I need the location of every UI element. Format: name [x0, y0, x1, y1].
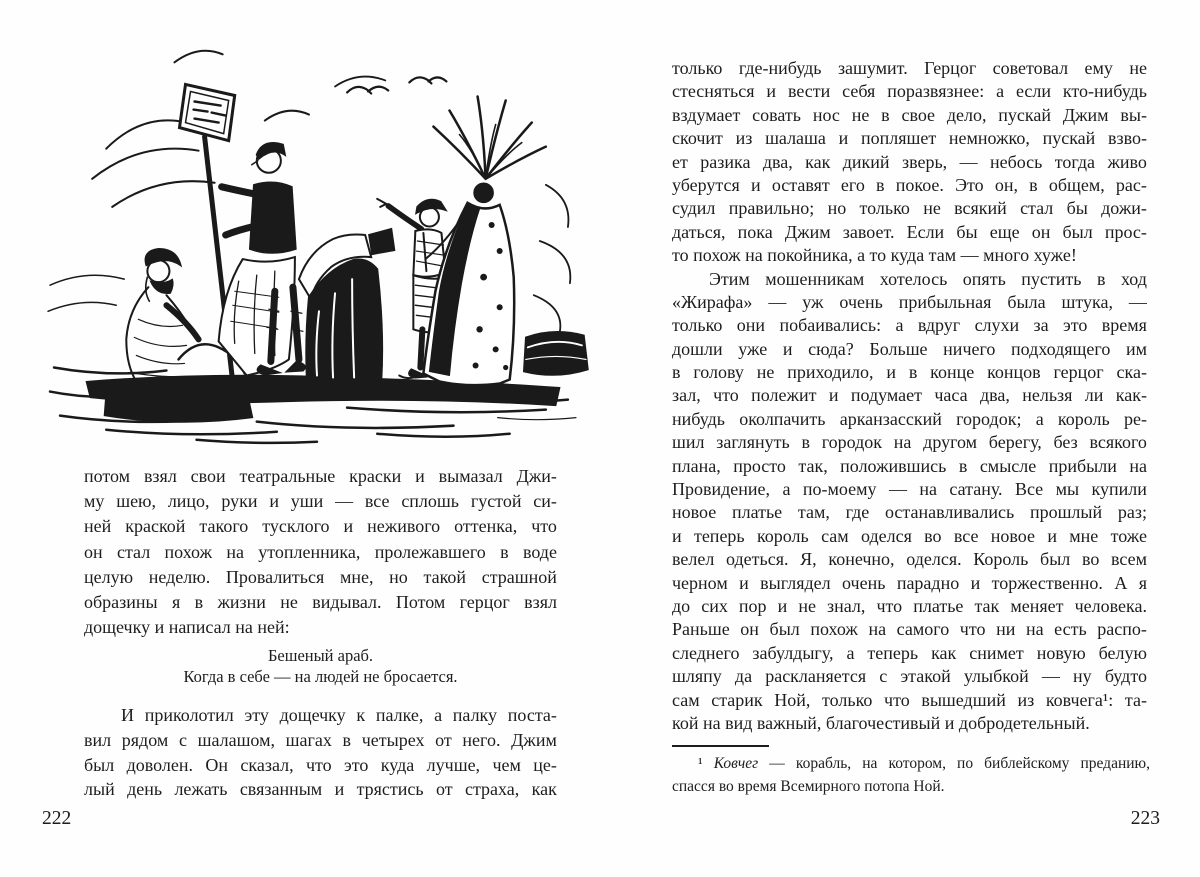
paragraph-lines — [84, 464, 557, 615]
text-line: стесняться и вести себя поразвязнее: а если кто-нибудь — [672, 81, 1147, 102]
duke-figure — [219, 143, 305, 375]
page-number-left: 222 — [42, 808, 72, 829]
right-paragraph-2 — [672, 268, 1147, 736]
text-line: дошли уже и сюда? Больше ничего подходящего им — [672, 338, 1147, 359]
footnote-term: Ковчег — [713, 755, 759, 772]
text-line: велел одеться. Я, конечно, оделся. Король был во всем — [672, 549, 1147, 570]
text-line: кой на вид важный, благочестивый и добродетельный. — [672, 712, 1090, 733]
sign-inscription-block — [84, 645, 557, 687]
footnote-text: — корабль, на котором, по библейскому преданию, — [758, 755, 1150, 772]
text-line: следнего забулдыгу, а теперь как снимет новую белую — [672, 642, 1147, 663]
text-line: то похож на покойника, а то куда там — много хуже! — [672, 245, 1077, 266]
text-line: сам старик Ной, только что вышедший из ковчега¹: та- — [672, 689, 1147, 710]
text-line: скочит из шалаша и попляшет немножко, пускай взво- — [672, 128, 1147, 149]
paragraph-lines — [672, 57, 1147, 244]
text-line: му шею, лицо, руки и уши — все сплошь густой си- — [84, 491, 557, 512]
text-line: Когда в себе — на людей не бросается. — [183, 667, 458, 686]
text-line: И приколотил эту дощечку к палке, а палку поста- — [121, 705, 557, 725]
text-line: Провидение, а по-моему — на сатану. Все мы купили — [672, 479, 1147, 500]
right-paragraph-1 — [672, 57, 1147, 268]
footnote-line-1 — [672, 752, 1150, 775]
text-line: вил рядом с шалашом, шагах в четырех от него. Джим — [84, 729, 557, 750]
page-number-right: 223 — [1130, 808, 1160, 829]
text-line: и теперь король сам оделся во все новое и мне тоже — [672, 525, 1147, 546]
text-line: был доволен. Он сказал, что это куда лучше, чем це- — [84, 754, 557, 775]
text-line: шил заглянуть в городок на другом берегу, без всякого — [672, 432, 1147, 453]
text-line: черном и выглядел очень парадно и торжественно. А я — [672, 572, 1147, 593]
text-line: зал, что полежит и подумает часа два, нельзя ли как- — [672, 385, 1147, 406]
text-line: шляпу да раскланяется с этакой улыбкой — ну будто — [672, 666, 1147, 687]
text-line: потом взял свои театральные краски и вымазал Джи- — [84, 466, 557, 486]
text-line: лый день лежать связанным и трястись от страха, как — [84, 779, 557, 800]
text-line: в голову не приходило, и в конце концов герцог ска- — [672, 362, 1147, 383]
footnote — [672, 752, 1150, 798]
trunk-chest — [524, 332, 588, 375]
text-line: ет разика два, как дикий зверь, — небось тогда живо — [672, 151, 1147, 172]
raft-scene-illustration — [46, 28, 592, 448]
text-line: только где-нибудь зашумит. Герцог советовал ему не — [672, 58, 1147, 78]
text-line: дощечку и написал на ней: — [84, 617, 290, 638]
text-line: вздумает совать нос не в свое дело, пускай Джим вы- — [672, 104, 1147, 125]
text-line: образины я в жизни не видывал. Потом герцог взял — [84, 591, 557, 612]
text-line: Этим мошенникам хотелось опять пустить в ход — [709, 268, 1147, 289]
footnote-line-2: спасся во время Всемирного потопа Ной. — [672, 778, 945, 795]
text-line: уберутся и оставят его в покое. Это он, в общем, рас- — [672, 174, 1147, 195]
text-line: нибудь околпачить арканзасский городок; а король ре- — [672, 408, 1147, 429]
text-line: только они побаивались: а вдруг слухи за это время — [672, 315, 1147, 336]
footnote-separator — [672, 745, 769, 747]
text-line: Бешеный араб. — [267, 646, 374, 665]
right-page-text — [672, 57, 1147, 735]
left-paragraph-2 — [84, 703, 557, 802]
text-line: он стал похож на утопленника, пролежавшего в воде — [84, 541, 557, 562]
paragraph-lines — [672, 268, 1147, 712]
text-line: плана, просто так, положившись в смысле прибыли на — [672, 455, 1147, 476]
text-line: судил правильно; но только не всякий стал бы дожи- — [672, 198, 1147, 219]
text-line: новое платье там, где останавливались прошлый раз; — [672, 502, 1147, 523]
text-line: целую неделю. Провалиться мне, но такой страшной — [84, 566, 557, 587]
text-line: «Жирафа» — уж очень прибыльная была штука, — — [672, 291, 1147, 312]
left-paragraph-1 — [84, 464, 557, 640]
wigwam-shelter — [299, 229, 394, 382]
footnote-marker: ¹ — [698, 755, 714, 772]
text-line: ней краской такого тусклого и неживого оттенка, что — [84, 516, 557, 537]
birds — [347, 77, 446, 93]
text-line: до сих пор и не знал, что платье так меняет человека. — [672, 595, 1147, 616]
text-line: даться, пока Джим завоет. Если бы еще он был прос- — [672, 221, 1147, 242]
text-line: Раньше он был похож на самого что ни на есть распо- — [672, 619, 1147, 640]
